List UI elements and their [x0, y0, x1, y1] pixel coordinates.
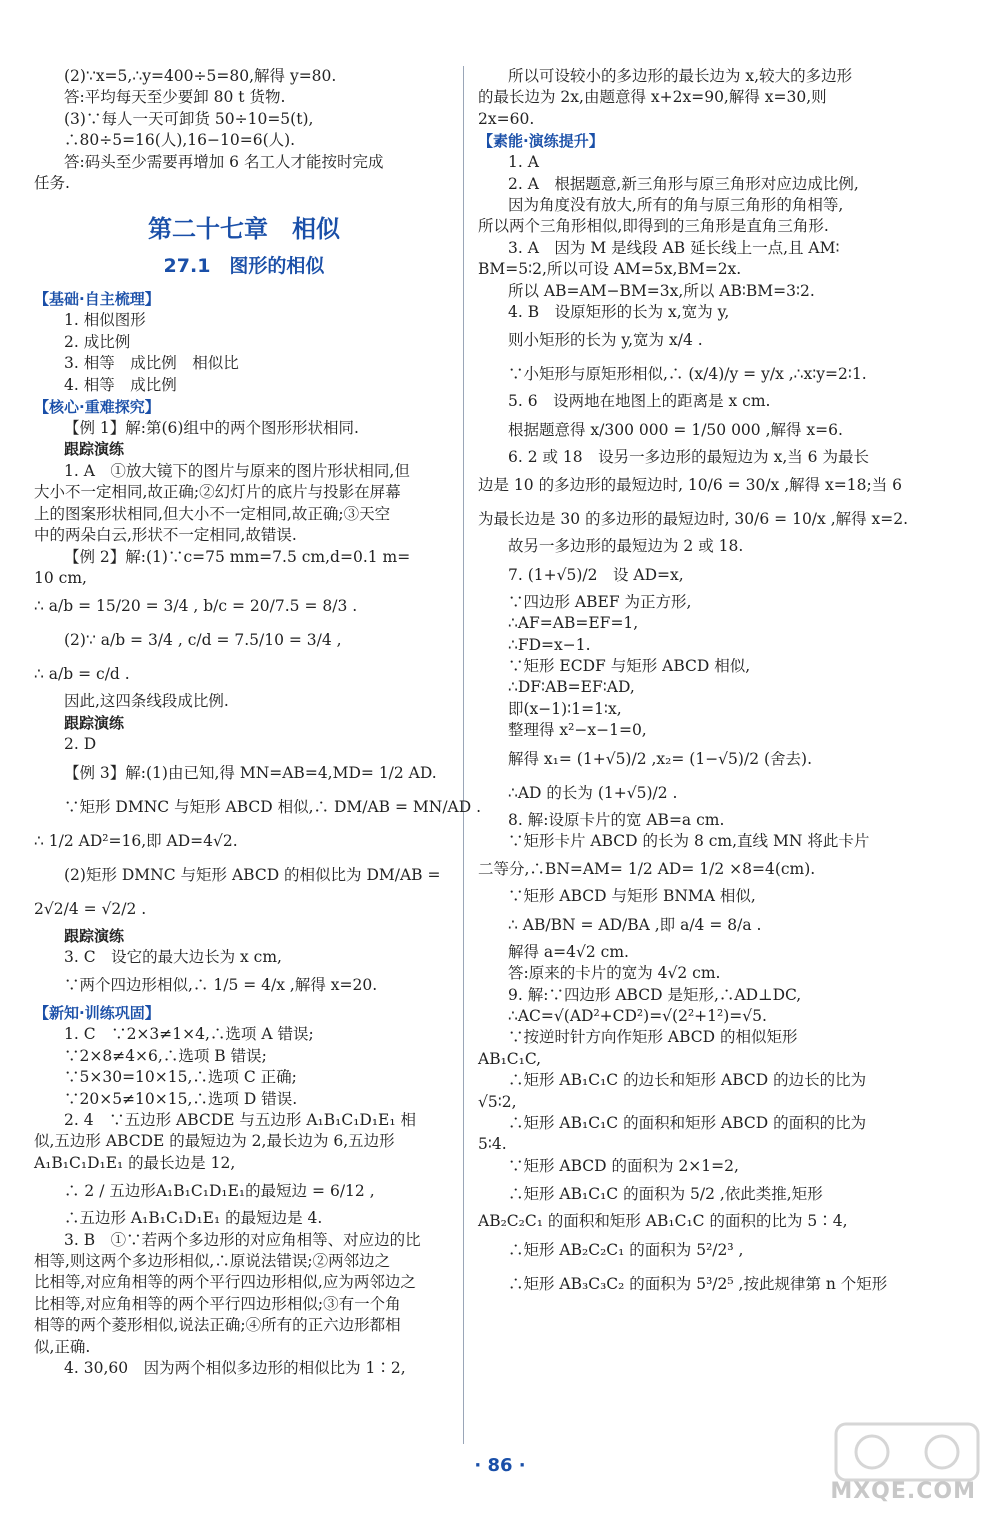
follow-practice-label: 跟踪演练: [64, 713, 125, 732]
exercise-line: 似,正确.: [34, 1337, 91, 1356]
skill-line: 所以两个三角形相似,即得到的三角形是直角三角形.: [478, 217, 829, 236]
skill-line: 6. 2 或 18 设另一多边形的最短边为 x,当 6 为最长: [508, 447, 869, 466]
skill-line: ∴矩形 AB₁C₁C 的面积为 5/2 ,依此类推,矩形: [508, 1185, 823, 1204]
skill-line: √5∶2,: [478, 1092, 517, 1111]
example-1: 【例 1】解:第(6)组中的两个图形形状相同.: [64, 419, 359, 438]
skill-line: ∴DF∶AB=EF∶AD,: [508, 678, 635, 697]
intro-line: ∴80÷5=16(人),16−10=6(人).: [64, 131, 296, 150]
skill-line: ∴AD 的长为 (1+√5)/2 .: [508, 783, 678, 802]
example-2-line: 10 cm,: [34, 568, 87, 587]
skill-line: 所以 AB=AM−BM=3x,所以 AB∶BM=3∶2.: [508, 281, 815, 300]
skill-line: 根据题意得 x/300 000 = 1/50 000 ,解得 x=6.: [508, 420, 843, 439]
skill-line: ∵按逆时针方向作矩形 ABCD 的相似矩形: [508, 1028, 798, 1047]
skill-line: ∴AF=AB=EF=1,: [508, 614, 639, 633]
page-number: · 86 ·: [474, 1455, 526, 1476]
exercise-line: 比相等,对应角相等的两个平行四边形相似,应为两邻边之: [34, 1273, 416, 1292]
example-2-line: 因此,这四条线段成比例.: [64, 692, 229, 711]
skill-line: ∴矩形 AB₂C₂C₁ 的面积为 5²/2³ ,: [508, 1240, 744, 1259]
answer-line: 大小不一定相同,故正确;②幻灯片的底片与投影在屏幕: [34, 483, 401, 502]
skill-line: 5∶4.: [478, 1135, 507, 1154]
skill-line: ∵矩形 ABCD 的面积为 2×1=2,: [508, 1156, 739, 1175]
example-2-line: ∴ a/b = 15/20 = 3/4 , b/c = 20/7.5 = 8/3 .: [34, 597, 358, 616]
example-3-line: 2√2/4 = √2/2 .: [34, 899, 147, 918]
basics-item: 3. 相等 成比例 相似比: [64, 354, 239, 373]
skill-line: 3. A 因为 M 是线段 AB 延长线上一点,且 AM∶: [508, 238, 840, 257]
skill-line: 二等分,∴BN=AM= 1/2 AD= 1/2 ×8=4(cm).: [478, 860, 816, 879]
answer-line: 上的图案形状相同,但大小不一定相同,故正确;③天空: [34, 504, 391, 523]
skill-line: 故另一多边形的最短边为 2 或 18.: [508, 537, 744, 556]
skill-line: 解得 a=4√2 cm.: [508, 942, 629, 961]
example-3-line: ∵矩形 DMNC 与矩形 ABCD 相似,∴ DM/AB = MN/AD .: [64, 797, 482, 816]
skill-line: ∵小矩形与原矩形相似,∴ (x/4)/y = y/x ,∴x∶y=2∶1.: [508, 365, 867, 384]
watermark-text: MXQE.COM: [830, 1479, 976, 1504]
skill-line: 则小矩形的长为 y,宽为 x/4 .: [508, 331, 703, 350]
basics-item: 2. 成比例: [64, 332, 131, 351]
continued-line: 的最长边为 2x,由题意得 x+2x=90,解得 x=30,则: [478, 88, 827, 107]
example-3-line: (2)矩形 DMNC 与矩形 ABCD 的相似比为 DM/AB =: [64, 865, 441, 884]
exercise-line: ∵5×30=10×15,∴选项 C 正确;: [64, 1068, 297, 1087]
skill-line: 为最长边是 30 的多边形的最短边时, 30/6 = 10/x ,解得 x=2.: [478, 510, 909, 529]
answer-line: 1. A ①放大镜下的图片与原来的图片形状相同,但: [64, 461, 410, 480]
continued-line: 2x=60.: [478, 109, 535, 128]
answer-line: 中的两朵白云,形状不一定相同,故错误.: [34, 526, 297, 545]
skill-line: ∴AC=√(AD²+CD²)=√(2²+1²)=√5.: [508, 1006, 767, 1025]
skill-line: ∴矩形 AB₃C₃C₂ 的面积为 5³/2⁵ ,按此规律第 n 个矩形: [508, 1274, 888, 1293]
intro-line: (3)∵每人一天可卸货 50÷10=5(t),: [64, 109, 314, 128]
skill-line: BM=5∶2,所以可设 AM=5x,BM=2x.: [478, 260, 742, 279]
skill-line: 整理得 x²−x−1=0,: [508, 721, 647, 740]
heading-new-knowledge: 【新知·训练巩固】: [34, 1004, 160, 1023]
intro-line: 答:平均每天至少要卸 80 t 货物.: [64, 88, 286, 107]
example-3-line: 【例 3】解:(1)由已知,得 MN=AB=4,MD= 1/2 AD.: [64, 763, 437, 782]
follow-practice-label: 跟踪演练: [64, 926, 125, 945]
example-2-line: (2)∵ a/b = 3/4 , c/d = 7.5/10 = 3/4 ,: [64, 631, 342, 650]
skill-line: 2. A 根据题意,新三角形与原三角形对应边成比例,: [508, 174, 859, 193]
exercise-line: 4. 30,60 因为两个相似多边形的相似比为 1∶2,: [64, 1359, 406, 1378]
exercise-line: A₁B₁C₁D₁E₁ 的最长边是 12,: [34, 1153, 236, 1172]
skill-line: 边是 10 的多边形的最短边时, 10/6 = 30/x ,解得 x=18;当 6: [478, 476, 903, 495]
exercise-line: ∵20×5≠10×15,∴选项 D 错误.: [64, 1089, 298, 1108]
skill-line: 因为角度没有放大,所有的角与原三角形的角相等,: [508, 196, 844, 215]
skill-line: 1. A: [508, 153, 539, 172]
answer-line: 3. C 设它的最大边长为 x cm,: [64, 947, 282, 966]
skill-line: ∵矩形卡片 ABCD 的长为 8 cm,直线 MN 将此卡片: [508, 831, 870, 850]
skill-line: ∴ AB/BN = AD/BA ,即 a/4 = 8/a .: [508, 915, 762, 934]
skill-line: 9. 解:∵四边形 ABCD 是矩形,∴AD⊥DC,: [508, 985, 802, 1004]
follow-practice-label: 跟踪演练: [64, 440, 125, 459]
intro-line: (2)∵x=5,∴y=400÷5=80,解得 y=80.: [64, 67, 337, 85]
exercise-line: 相等的两个菱形相似,说法正确;④所有的正六边形都相: [34, 1316, 401, 1335]
section-title: 27.1 图形的相似: [163, 255, 325, 278]
exercise-line: ∵2×8≠4×6,∴选项 B 错误;: [64, 1046, 267, 1065]
exercise-line: 1. C ∵2×3≠1×4,∴选项 A 错误;: [64, 1025, 314, 1044]
example-3-line: ∴ 1/2 AD²=16,即 AD=4√2.: [34, 831, 238, 850]
intro-line: 任务.: [34, 174, 70, 193]
skill-line: ∵矩形 ABCD 与矩形 BNMA 相似,: [508, 887, 756, 906]
skill-line: ∴矩形 AB₁C₁C 的面积和矩形 ABCD 的面积的比为: [508, 1114, 867, 1132]
heading-skill: 【素能·演练提升】: [478, 132, 604, 151]
skill-line: ∵四边形 ABEF 为正方形,: [508, 592, 692, 611]
intro-line: 答:码头至少需要再增加 6 名工人才能按时完成: [64, 152, 384, 171]
skill-line: 答:原来的卡片的宽为 4√2 cm.: [508, 964, 721, 983]
skill-line: 解得 x₁= (1+√5)/2 ,x₂= (1−√5)/2 (舍去).: [508, 749, 812, 768]
exercise-line: ∴ 2 / 五边形A₁B₁C₁D₁E₁的最短边 = 6/12 ,: [64, 1182, 375, 1201]
skill-line: AB₂C₂C₁ 的面积和矩形 AB₁C₁C 的面积的比为 5∶4,: [478, 1212, 848, 1231]
heading-basics: 【基础·自主梳理】: [34, 290, 160, 309]
skill-line: ∴矩形 AB₁C₁C 的边长和矩形 ABCD 的边长的比为: [508, 1071, 867, 1090]
example-2-line: 【例 2】解:(1)∵c=75 mm=7.5 cm,d=0.1 m=: [64, 547, 411, 566]
skill-line: 7. (1+√5)/2 设 AD=x,: [508, 565, 684, 584]
basics-item: 1. 相似图形: [64, 311, 146, 330]
answer-line: 2. D: [64, 735, 97, 754]
exercise-line: 似,五边形 ABCDE 的最短边为 2,最长边为 6,五边形: [34, 1132, 395, 1151]
answer-line: ∵两个四边形相似,∴ 1/5 = 4/x ,解得 x=20.: [64, 976, 378, 995]
skill-line: 5. 6 设两地在地图上的距离是 x cm.: [508, 392, 771, 411]
skill-line: ∵矩形 ECDF 与矩形 ABCD 相似,: [508, 656, 751, 675]
exercise-line: 3. B ①∵若两个多边形的对应角相等、对应边的比: [64, 1230, 421, 1249]
exercise-line: ∴五边形 A₁B₁C₁D₁E₁ 的最短边是 4.: [64, 1209, 323, 1228]
continued-line: 所以可设较小的多边形的最长边为 x,较大的多边形: [508, 67, 853, 85]
chapter-title: 第二十七章 相似: [148, 215, 340, 244]
skill-line: ∴FD=x−1.: [508, 635, 591, 654]
right-column: [478, 66, 923, 1301]
example-2-line: ∴ a/b = c/d .: [34, 665, 130, 684]
exercise-line: 比相等,对应角相等的两个平行四边形相似;③有一个角: [34, 1294, 401, 1313]
column-divider: [463, 66, 464, 1444]
watermark-logo: [832, 1420, 982, 1510]
exercise-line: 相等,则这两个多边形相似,∴原说法错误;②两邻边之: [34, 1252, 391, 1270]
heading-core: 【核心·重难探究】: [34, 398, 160, 417]
basics-item: 4. 相等 成比例: [64, 375, 177, 394]
exercise-line: 2. 4 ∵五边形 ABCDE 与五边形 A₁B₁C₁D₁E₁ 相: [64, 1110, 417, 1129]
skill-line: 8. 解:设原卡片的宽 AB=a cm.: [508, 810, 725, 829]
skill-line: AB₁C₁C,: [478, 1049, 542, 1068]
skill-line: 即(x−1)∶1=1∶x,: [508, 699, 622, 718]
skill-line: 4. B 设原矩形的长为 x,宽为 y,: [508, 303, 730, 322]
left-column: [34, 66, 482, 1379]
